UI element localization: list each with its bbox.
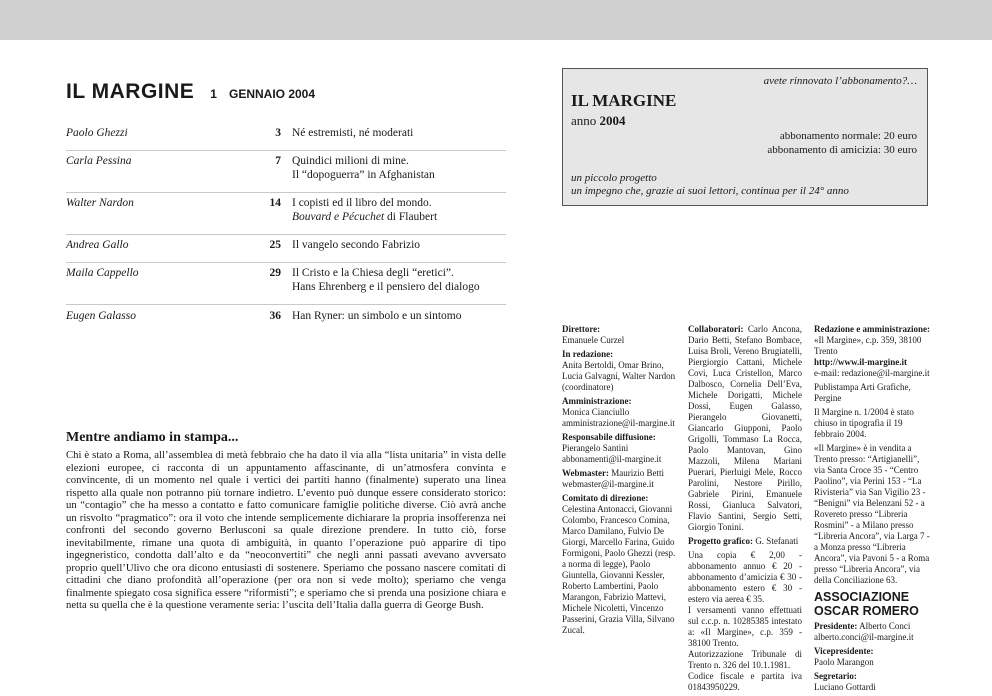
colophon-column-3 — [814, 324, 930, 696]
toc-title: Il Cristo e la Chiesa degli “eretici”. Hans Ehrenberg e il pensiero del dialogo — [292, 267, 480, 293]
toc-divider — [66, 262, 506, 263]
association-title: ASSOCIAZIONE OSCAR ROMERO — [814, 590, 919, 618]
toc-page: 14 — [269, 197, 281, 209]
toc-author: Maila Cappello — [66, 267, 139, 279]
toc-title: Né estremisti, né moderati — [292, 127, 414, 139]
toc-page: 7 — [275, 155, 281, 167]
subscription-question: avete rinnovato l’abbonamento?… — [763, 75, 917, 87]
toc-page: 36 — [269, 310, 281, 322]
toc-author: Eugen Galasso — [66, 310, 136, 322]
toc-title: Han Ryner: un simbolo e un sintomo — [292, 310, 462, 322]
subscription-year: anno 2004 — [571, 113, 626, 128]
toc-page: 29 — [269, 267, 281, 279]
issue-date: GENNAIO 2004 — [228, 87, 316, 101]
journal-title: IL MARGINE — [66, 80, 195, 103]
price-friendship: abbonamento di amicizia: 30 euro — [767, 144, 917, 156]
collaboratori: Collaboratori: Carlo Ancona, Dario Betti, Stefano Bombace, Luisa Broli, Vereno Brugiatelli, Piergiorgio Cattani, Michele Covi, Luca Cristellon, Marco Dalbosco, Cornelia Dell’Eva, Michele Dorigatti, Michele Dossi, Eugen Galasso, Pierangelo Giovanetti, Giancarlo Giupponi, Paolo Grigolli, Tommaso La Rocca, Paolo Mantovan, Gino Mazzoli, Milena Mariani Puerari, Pierluigi Mele, Rocco Parolini, Nestore Pirillo, Gabriele Pirini, Emanuele Rossi, Gianluca Salvatori, Flavio Santini, Sergio Setti, Giorgio Tonini. — [688, 324, 802, 532]
toc-author: Paolo Ghezzi — [66, 127, 128, 139]
top-band — [0, 0, 992, 40]
subscription-prices — [767, 129, 917, 157]
issue-number: 1 — [210, 87, 217, 101]
progetto-grafico: Progetto grafico: G. Stefanati — [688, 536, 799, 546]
colophon-column-2 — [688, 324, 802, 696]
toc-divider — [66, 192, 506, 193]
subscription-title: IL MARGINE — [571, 91, 677, 110]
toc-author: Carla Pessina — [66, 155, 132, 167]
redazione-amministrazione: Redazione e amministrazione: «Il Margine», c.p. 359, 38100 Trento http://www.il-margine.it e-mail: redazione@il-margine.it — [814, 324, 930, 378]
prezzi: Una copia € 2,00 - abbonamento annuo € 20 - abbonamento d’amicizia € 30 - abbonamento estero € 30 - estero via aerea € 35. I versamenti vanno effettuati sul c.c.p. n. 10285385 intestato a: «Il Margine», c.p. 359 - 38100 Trento. Autorizzazione Tribunale di Trento n. 326 del 10.1.1981. Codice fiscale e partita iva 01843950229. — [688, 550, 802, 692]
toc-title: Quindici milioni di mine. Il “dopoguerra” in Afghanistan — [292, 155, 435, 181]
toc-author: Andrea Gallo — [66, 239, 129, 251]
editorial-note — [66, 430, 506, 612]
editorial-heading: Mentre andiamo in stampa... — [66, 430, 239, 445]
price-normal: abbonamento normale: 20 euro — [779, 130, 917, 142]
toc-divider — [66, 150, 506, 151]
tipografia: Publistampa Arti Grafiche, Pergine — [814, 382, 911, 403]
punti-vendita: «Il Margine» è in vendita a Trento presso: “Artigianelli”, via Santa Croce 35 - “Centro Paolino”, via Perini 153 - “La Rivisteria” via San Vigilio 23 - “Benigni” via Belenzani 52 - a Rovereto presso “Libreria Rosmini” - a Milano presso “Libreria Ancora”, via Larga 7 - a Monza presso “Libreria Ancora”, via Pavoni 5 - a Roma presso “Libreria Ancora”, via della Conciliazione 63. — [814, 443, 930, 585]
subscription-box — [562, 68, 928, 206]
subscription-slogan: un piccolo progetto un impegno che, grazie ai suoi lettori, continua per il 24° anno — [571, 172, 849, 197]
editorial-text: Chi è stato a Roma, all’assemblea di metà febbraio che ha dato il via alla “lista unitaria” in vista delle elezioni europee, ci racconta di un appuntamento affascinante, di un’atmosfera convinta e convincente, di un momento nel quale i vertici dei partiti hanno (finalmente) superato una linea rispetto alla quale non potranno più tornare indietro. L’evento può dunque essere considerato storico: un “contagio” che ha messo a contatto e fatto comunicare famiglie politiche diverse. Ciò avrà anche un risvolto “pragmatico”: ora il voto che intende semplicemente dichiarare la propria insofferenza nei confronti del secondo governo Berlusconi sa quale direzione prendere. In tutto ciò, forse inevitabilmente, rimane una quota di ambiguità, in quanto l’operazione può apparire di tipo ingegneristico, condotta dall’alto e da “neoconvertiti” che negli anni passati avevano avversato proprio quell’Ulivo che ora dicono entusiasti di sostenere. Speriamo che possano nascere comitati di cittadini che diano profondità all’operazione (per ora non si vede molto); speriamo che venga finalmente spiegato cosa significa essere “riformisti”; e speriamo che si prenda una posizione chiara e netta su quella che è la questione veramente seria: l’uscita dell’Italia dalla guerra di George Bush. — [66, 449, 506, 611]
toc-divider — [66, 304, 506, 305]
toc-page: 25 — [269, 239, 281, 251]
webmaster: Webmaster: Maurizio Betti webmaster@il-margine.it — [562, 468, 664, 489]
vicepresidente: Vicepresidente: Paolo Marangon — [814, 646, 874, 667]
colophon-column-1 — [562, 324, 678, 639]
chiusura: Il Margine n. 1/2004 è stato chiuso in tipografia il 19 febbraio 2004. — [814, 407, 914, 439]
toc-page: 3 — [275, 127, 281, 139]
redazione: In redazione: Anita Bertoldi, Omar Brino, Lucia Galvagni, Walter Nardon (coordinatore) — [562, 349, 676, 392]
comitato: Comitato di direzione: Celestina Antonacci, Giovanni Colombo, Francesco Comina, Marco Damilano, Fulvio De Giorgi, Marcello Farina, Guido Formigoni, Paolo Ghezzi (resp. a norma di legge), Paolo Giuntella, Giovanni Kessler, Roberto Lambertini, Paolo Marangon, Fabrizio Mattevi, Michele Nicoletti, Vincenzo Passerini, Grazia Villa, Silvano Zucal. — [562, 493, 676, 635]
toc-title: I copisti ed il libro del mondo. Bouvard e Pécuchet di Flaubert — [292, 197, 438, 223]
toc-divider — [66, 234, 506, 235]
responsabile-diffusione: Responsabile diffusione: Pierangelo Santini abbonamenti@il-margine.it — [562, 432, 662, 464]
toc-author: Walter Nardon — [66, 197, 134, 209]
segretario: Segretario: Luciano Gottardi — [814, 671, 876, 692]
toc-title: Il vangelo secondo Fabrizio — [292, 239, 421, 251]
direttore: Direttore: Emanuele Curzel — [562, 324, 625, 345]
presidente: Presidente: Alberto Conci alberto.conci@il-margine.it — [814, 621, 914, 642]
amministrazione: Amministrazione: Monica Cianciullo amministrazione@il-margine.it — [562, 396, 675, 428]
masthead — [66, 80, 315, 104]
